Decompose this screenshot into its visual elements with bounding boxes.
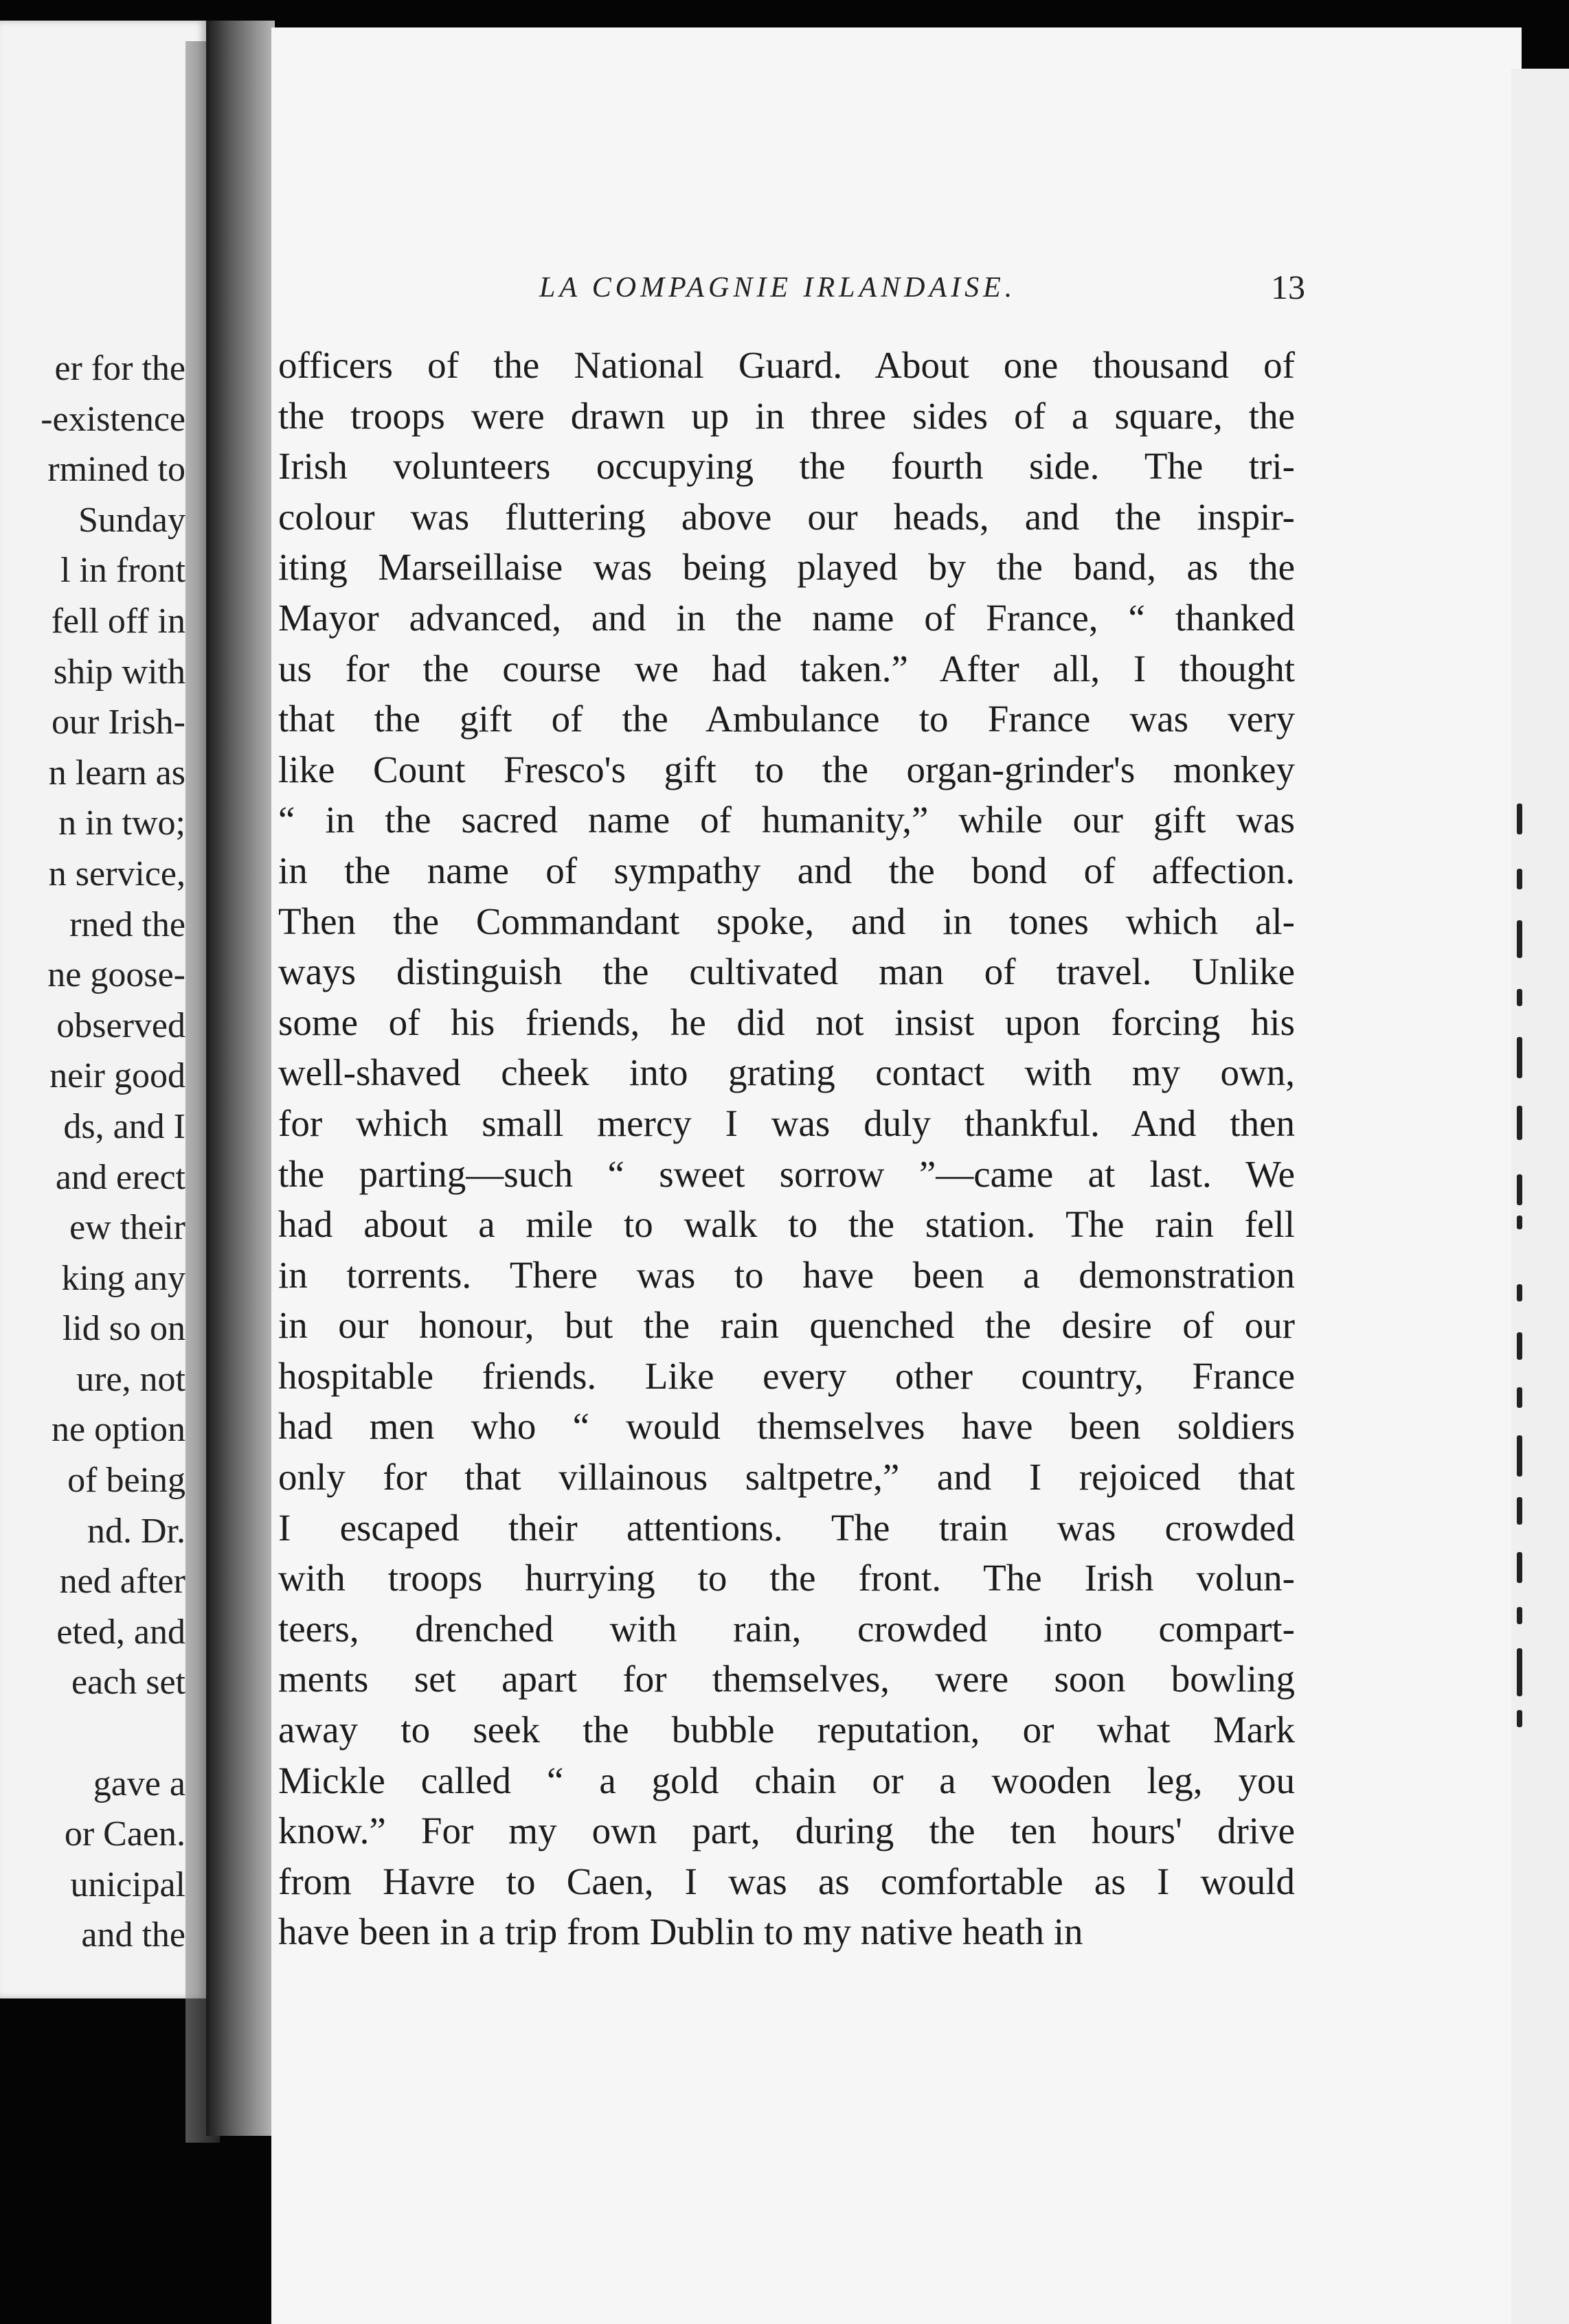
text-line: have been in a trip from Dublin to my native heath in [278, 1911, 1083, 1953]
text-line: “ in the sacred name of humanity,” while our gift was [278, 799, 1295, 841]
text-line: only for that villainous saltpetre,” and I rejoiced that [278, 1456, 1295, 1499]
left-line: nd. Dr. [87, 1511, 185, 1551]
text-line: us for the course we had taken.” After all, I thought [278, 647, 1295, 690]
text-line: I escaped their attentions. The train was crowded [278, 1506, 1295, 1549]
left-line: observed [56, 1005, 185, 1045]
left-line: er for the [54, 349, 185, 388]
left-line: unicipal [70, 1865, 185, 1904]
text-line: the troops were drawn up in three sides of a square, the [278, 394, 1295, 437]
left-line: each set [71, 1663, 185, 1702]
left-line: king any [61, 1258, 185, 1298]
left-line: n learn as [48, 753, 185, 793]
left-line: ship with [53, 652, 185, 692]
text-line: had about a mile to walk to the station. The rain fell [278, 1203, 1295, 1246]
left-line: fell off in [51, 601, 185, 641]
left-line: n service, [48, 854, 185, 893]
text-line: Mickle called “ a gold chain or a wooden leg, you [278, 1759, 1295, 1801]
left-line: ne option [52, 1410, 185, 1450]
text-line: in the name of sympathy and the bond of affection. [278, 849, 1295, 891]
text-line: officers of the National Guard. About one thousand of [278, 344, 1295, 386]
text-line: had men who “ would themselves have been soldiers [278, 1405, 1295, 1448]
left-facing-page [0, 21, 206, 1998]
left-line: and erect [55, 1157, 185, 1197]
left-line: lid so on [62, 1309, 185, 1349]
text-line: iting Marseillaise was being played by the band, as the [278, 546, 1295, 589]
text-line: colour was fluttering above our heads, and the inspir- [278, 495, 1295, 538]
text-line: teers, drenched with rain, crowded into compart- [278, 1607, 1295, 1650]
text-line: from Havre to Caen, I was as comfortable as I would [278, 1860, 1295, 1902]
left-page-text [0, 343, 185, 1961]
text-line: Then the Commandant spoke, and in tones which al- [278, 900, 1295, 942]
left-line: -existence [41, 399, 185, 439]
left-line: ure, not [76, 1359, 185, 1399]
left-line: and the [81, 1915, 185, 1955]
left-line [0, 1708, 185, 1759]
text-line: with troops hurrying to the front. The Irish volun- [278, 1557, 1295, 1599]
text-line: know.” For my own part, during the ten hours' drive [278, 1810, 1295, 1852]
left-line: l in front [60, 551, 185, 591]
text-line: for which small mercy I was duly thankful. And then [278, 1102, 1295, 1144]
text-line: Mayor advanced, and in the name of France, “ thanked [278, 596, 1295, 639]
text-line: hospitable friends. Like every other country, France [278, 1354, 1295, 1397]
text-line: well-shaved cheek into grating contact with my own, [278, 1051, 1295, 1094]
page-header [271, 268, 1305, 312]
left-line: our Irish- [52, 703, 185, 742]
left-line: n in two; [58, 804, 185, 843]
left-line: ne goose- [47, 955, 185, 995]
left-line: rned the [69, 904, 185, 944]
left-line: gave a [93, 1764, 185, 1803]
page-number: 13 [1271, 268, 1305, 306]
text-line: some of his friends, he did not insist upon forcing his [278, 1001, 1295, 1043]
text-line: the parting—such “ sweet sorrow ”—came at last. We [278, 1152, 1295, 1195]
book-gutter [206, 21, 275, 2136]
text-line: ments set apart for themselves, were soon bowling [278, 1658, 1295, 1700]
left-line: neir good [49, 1056, 185, 1096]
left-line: rmined to [47, 450, 185, 490]
left-line: ew their [69, 1208, 185, 1248]
text-line: in our honour, but the rain quenched the desire of our [278, 1304, 1295, 1347]
margin-marks [1511, 790, 1532, 1820]
text-line: in torrents. There was to have been a demonstration [278, 1253, 1295, 1296]
left-line: or Caen. [64, 1814, 185, 1854]
text-line: Irish volunteers occupying the fourth side. The tri- [278, 445, 1295, 488]
text-line: ways distinguish the cultivated man of travel. Unlike [278, 950, 1295, 993]
left-line: eted, and [56, 1612, 185, 1652]
body-text [278, 340, 1295, 1957]
text-line: that the gift of the Ambulance to France was very [278, 698, 1295, 740]
text-line: away to seek the bubble reputation, or what Mark [278, 1709, 1295, 1751]
left-line: ds, and I [63, 1106, 185, 1146]
running-title: LA COMPAGNIE IRLANDAISE. [539, 272, 1017, 304]
left-line: ned after [59, 1562, 185, 1602]
left-line: Sunday [78, 500, 185, 540]
text-line: like Count Fresco's gift to the organ-grinder's monkey [278, 748, 1295, 790]
left-line: of being [67, 1461, 185, 1501]
